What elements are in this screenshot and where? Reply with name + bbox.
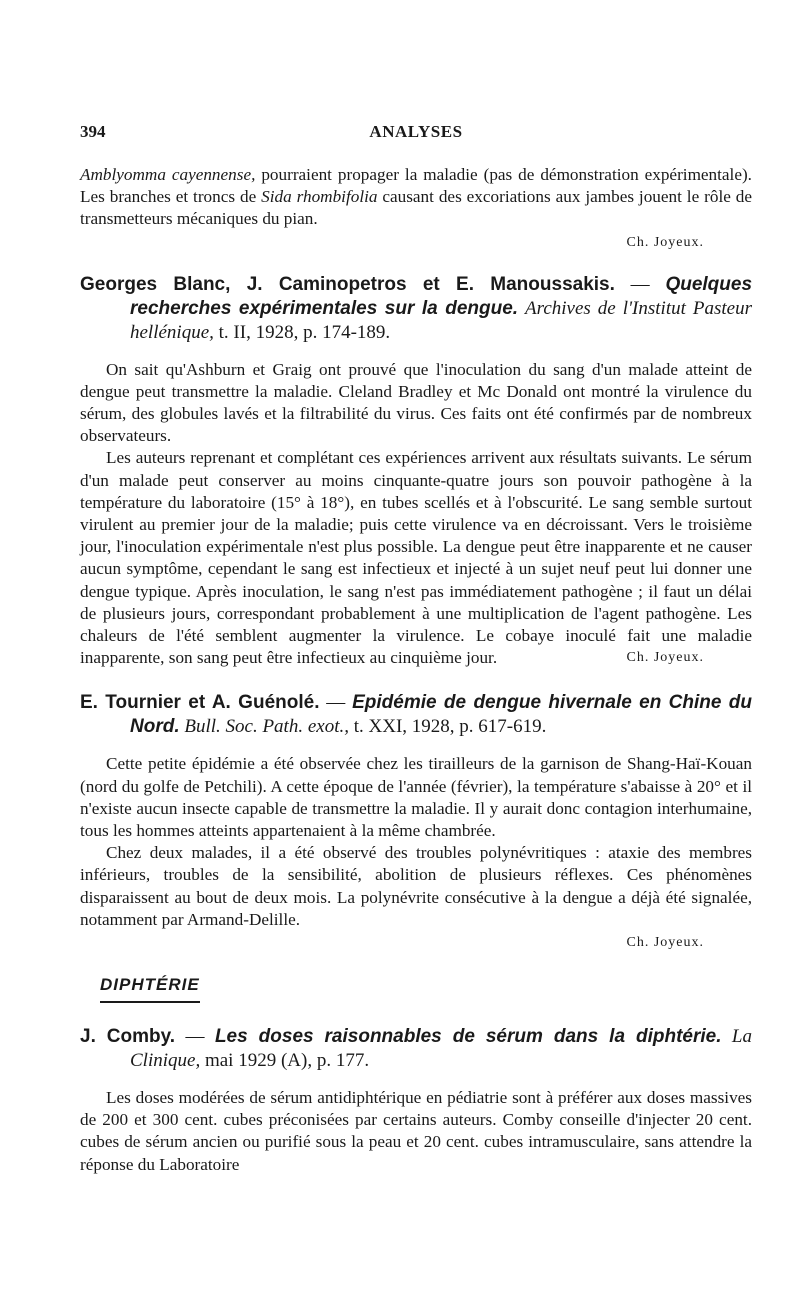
intro-signature: Ch. Joyeux. [626, 234, 704, 250]
article3-ref: mai 1929 (A), p. 177. [200, 1050, 370, 1072]
article2-paragraph-2: Chez deux malades, il a été observé des troubles polynévritiques : ataxie des membres inférieurs, troubles de la sensibilité, abolition de plusieurs réflexes. Ces phénomènes disparaissent au bout de deux mois. La polynévrite consécutive à la dengue a déjà été signalée, notamment par Armand-Delille. [80, 843, 752, 929]
article2-signature: Ch. Joyeux. [626, 935, 704, 951]
article2-authors: E. Tournier et A. Guénolé. [80, 692, 320, 714]
article1-authors: Georges Blanc, J. Caminopetros et E. Manoussakis. [80, 273, 615, 295]
intro-text-a: pourraient propager la maladie (pas de démonstration expérimentale). Les branches et troncs de [80, 165, 752, 207]
running-title: ANALYSES [369, 122, 463, 141]
article1-ref: t. II, 1928, p. 174-189. [213, 321, 391, 343]
article3-reference [80, 1025, 752, 1073]
article3-authors: J. Comby. [80, 1026, 176, 1048]
intro-species: Amblyomma cayennense, [80, 165, 256, 184]
intro-text-b: causant des excoriations aux jambes jouent le rôle de transmetteurs mécaniques du pian. [80, 187, 752, 229]
section-heading: DIPHTÉRIE [100, 975, 200, 1003]
article2-ref: t. XXI, 1928, p. 617-619. [349, 716, 547, 738]
intro-paragraph [80, 164, 752, 231]
article2-paragraph-1: Cette petite épidémie a été observée chez les tirailleurs de la garnison de Shang-Haï-Kouan (nord du golfe de Petchili). A cette époque de l'année (février), la température s'abaisse à 20° et il n'existe aucun insecte capable de transmettre la maladie. Il y aurait donc contagion interhumaine, tous les hommes atteints appartenaient à la même chambrée. [80, 754, 752, 841]
article2-dash: — [319, 692, 353, 714]
intro-species-2: Sida rhombifolia [261, 187, 378, 207]
article3-journal: La Clinique, [130, 1026, 752, 1072]
article1-title: Quelques recherches expérimentales sur la dengue. [130, 273, 753, 319]
article1-paragraph-2-text: Les auteurs reprenant et complétant ces expériences arrivent aux résultats suivants. Le sérum d'un malade peut conserver au moins cinquante-quatre jours son pouvoir pathogène à la température du laboratoire (15° à 18°), en tubes scellés et à l'obscurité. Le sang semble surtout virulent au premier jour de la maladie; puis cette virulence va en décroissant. Vers le troisième jour, l'inoculation expérimentale n'est plus possible. La dengue peut être inapparente et ne causer aucun symptôme, cependant le sang est infectieux et injecté à un sujet neuf peut lui donner une dengue typique. Après inoculation, le sang n'est pas immédiatement pathogène ; il faut un délai de plusieurs jours, correspondant probablement à une multiplication de l'agent pathogène. Les chaleurs de l'été semblent augmenter la virulence. Le cobaye inoculé fait une maladie inapparente, son sang peut être infectieux au cinquième jour. [80, 448, 752, 668]
article2-reference [80, 691, 752, 739]
article2-journal: Bull. Soc. Path. exot., [184, 716, 349, 738]
page-header [80, 122, 752, 146]
article1-paragraph-2 [80, 447, 752, 669]
page-number: 394 [80, 122, 106, 141]
article3-title: Les doses raisonnables de sérum dans la diphtérie. [214, 1026, 722, 1048]
article3-paragraph-1: Les doses modérées de sérum antidiphtérique en pédiatrie sont à préférer aux doses massives de 200 et 300 cent. cubes préconisées par certains auteurs. Comby conseille d'injecter 20 cent. cubes de sérum ancien ou purifié sous la peau et 20 cent. cubes intramusculaire, sans attendre la réponse du Laboratoire [80, 1088, 752, 1174]
article1-reference [80, 273, 752, 345]
article2-title: Epidémie de dengue hivernale en Chine du Nord. [130, 692, 752, 738]
article1-dash: — [614, 273, 666, 295]
article1-journal: Archives de l'Institut Pasteur hellénique, [130, 297, 752, 343]
article3-dash: — [175, 1026, 215, 1048]
article1-signature: Ch. Joyeux. [626, 650, 704, 666]
article1-paragraph-1: On sait qu'Ashburn et Graig ont prouvé que l'inoculation du sang d'un malade atteint de dengue peut transmettre la maladie. Cleland Bradley et Mc Donald ont montré la virulence du sérum, des globules lavés et la filtrabilité du virus. Ces faits ont été confirmés par de nombreux observateurs. [80, 359, 752, 446]
page-body [80, 164, 752, 1176]
